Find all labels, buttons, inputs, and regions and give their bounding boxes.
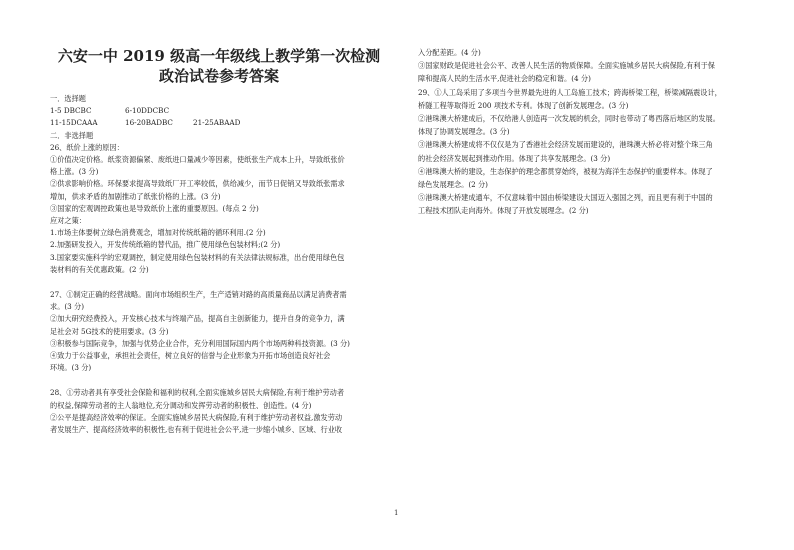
left-column <box>50 93 388 436</box>
answer-group: 21-25ABAAD <box>193 118 241 128</box>
q26-line: 3.国家要实施科学的宏观调控，制定使用绿色包装材料的有关法律法规标准，出台使用绿色包 <box>50 252 345 262</box>
right-line: 桥隧工程等取得近 200 项技术专利。体现了创新发展理念。(3 分) <box>418 100 629 110</box>
right-line: 绿色发展理念。(2 分) <box>418 180 488 190</box>
answer-row-2 <box>50 117 388 129</box>
q28-line: 者发展生产、提高经济效率的积极性,也有利于促进社会公平,进一步缩小城乡、区域、行业收 <box>50 425 343 435</box>
spacer <box>50 276 388 289</box>
doc-title-line1: 六安一中 2019 级高一年级线上教学第一次检测 <box>57 47 381 65</box>
page-number: 1 <box>394 509 399 517</box>
q27-line: ③积极参与国际竞争，加强与优势企业合作，充分利用国际国内两个市场两种科技资源。(3 分) <box>50 338 350 348</box>
doc-title-line2: 政治试卷参考答案 <box>158 67 279 85</box>
q26-line: 1.市场主体要树立绿色消费观念，增加对传统纸箱的循环利用.(2 分) <box>50 228 266 238</box>
q27-line: ②加大研究经费投入，开发核心技术与终端产品，提高自主创新能力，提升自身的竞争力，满 <box>50 314 345 324</box>
q26-line: 2.加强研发投入，开发传统纸箱的替代品，推广使用绿色包装材料;(2 分) <box>50 240 281 250</box>
q28-line: 的权益,保障劳动者的主人翁地位,充分调动和发挥劳动者的积极性、创造性。(4 分) <box>50 400 312 410</box>
q27-line: 足社会对 5G技术的使用要求。(3 分) <box>50 326 169 336</box>
q28-line: 28、①劳动者具有享受社会保险和福利的权利,全面实施城乡居民大病保险,有利于维护劳动者 <box>50 388 345 398</box>
q26-line: 应对之策： <box>50 216 86 226</box>
q27-line: 环境。(3 分) <box>50 363 92 373</box>
q27-line: 求。(3 分) <box>50 302 85 312</box>
right-line: 体现了协调发展理念。(3 分) <box>418 127 510 137</box>
right-line: ④港珠澳大桥的建设，生态保护的理念都贯穿始终，被视为海洋生态保护的重要样本。体现了 <box>418 166 713 176</box>
q26-line: 26、纸价上涨的原因： <box>50 142 124 152</box>
answer-group: 6-10DDCBC <box>125 106 170 116</box>
q26-line: ③国家的宏观调控政策也是导致纸价上涨的重要原因。(每点 2 分) <box>50 203 259 213</box>
right-line: ②港珠澳大桥建成后，不仅给港人创造再一次发展的机会，同时也带动了粤西落后地区的发展。 <box>418 114 720 124</box>
section-heading-nonchoice: 二．非选择题 <box>50 130 94 140</box>
answer-group: 1-5 DBCBC <box>50 106 92 116</box>
answer-row-1 <box>50 105 388 117</box>
spacer <box>50 374 388 387</box>
q26-line: ①价值决定价格。纸浆资源偏紧、废纸进口量减少等因素，使纸张生产成本上升，导致纸张价 <box>50 155 345 165</box>
q27-line: ④致力于公益事业，承担社会责任，树立良好的信誉与企业形象为开拓市场创造良好社会 <box>50 351 331 361</box>
right-line: 29、①人工岛采用了多项当今世界最先进的人工岛施工技术；跨海桥梁工程，桥梁减隔震设计， <box>418 87 722 97</box>
q26-line: ②供求影响价格。环保要求提高导致纸厂开工率较低，供给减少，而节日促销又导致纸张需求 <box>50 179 345 189</box>
right-column <box>418 46 758 218</box>
right-line: ⑤港珠澳大桥建成通车，不仅意味着中国由桥梁建设大国迈入强国之列，而且更有利于中国的 <box>418 193 713 203</box>
right-line: 工程技术团队走向海外。体现了开放发展理念。(2 分) <box>418 206 589 216</box>
right-line: ③港珠澳大桥建成将不仅仅是为了香港社会经济发展而建设的，港珠澳大桥必将对整个珠三角 <box>418 140 713 150</box>
right-line: 障和提高人民的生活水平,促进社会的稳定和谐。(4 分) <box>418 74 591 84</box>
q26-line: 增加，供求矛盾的加剧推动了纸张价格的上涨。(3 分) <box>50 191 221 201</box>
section-heading-choice: 一．选择题 <box>50 94 86 103</box>
right-line: 的社会经济发展起到推动作用。体现了共享发展理念。(3 分) <box>418 153 611 163</box>
answer-group: 11-15DCAAA <box>50 118 98 128</box>
q27-line: 27、①制定正确的经营战略。面向市场组织生产，生产适销对路的高质量商品以满足消费者需 <box>50 290 347 300</box>
right-line: 入分配差距。(4 分) <box>418 48 481 57</box>
right-line: ③国家财政是促进社会公平、改善人民生活的物质保障。全面实施城乡居民大病保险,有利于保 <box>418 61 715 71</box>
q26-line: 格上涨。(3 分) <box>50 167 99 177</box>
q28-line: ②公平是提高经济效率的保证。全面实施城乡居民大病保险,有利于维护劳动者权益,激发劳动 <box>50 412 343 422</box>
answer-group: 16-20BADBC <box>125 118 173 128</box>
q26-line: 装材料的有关优惠政策。(2 分) <box>50 264 149 274</box>
